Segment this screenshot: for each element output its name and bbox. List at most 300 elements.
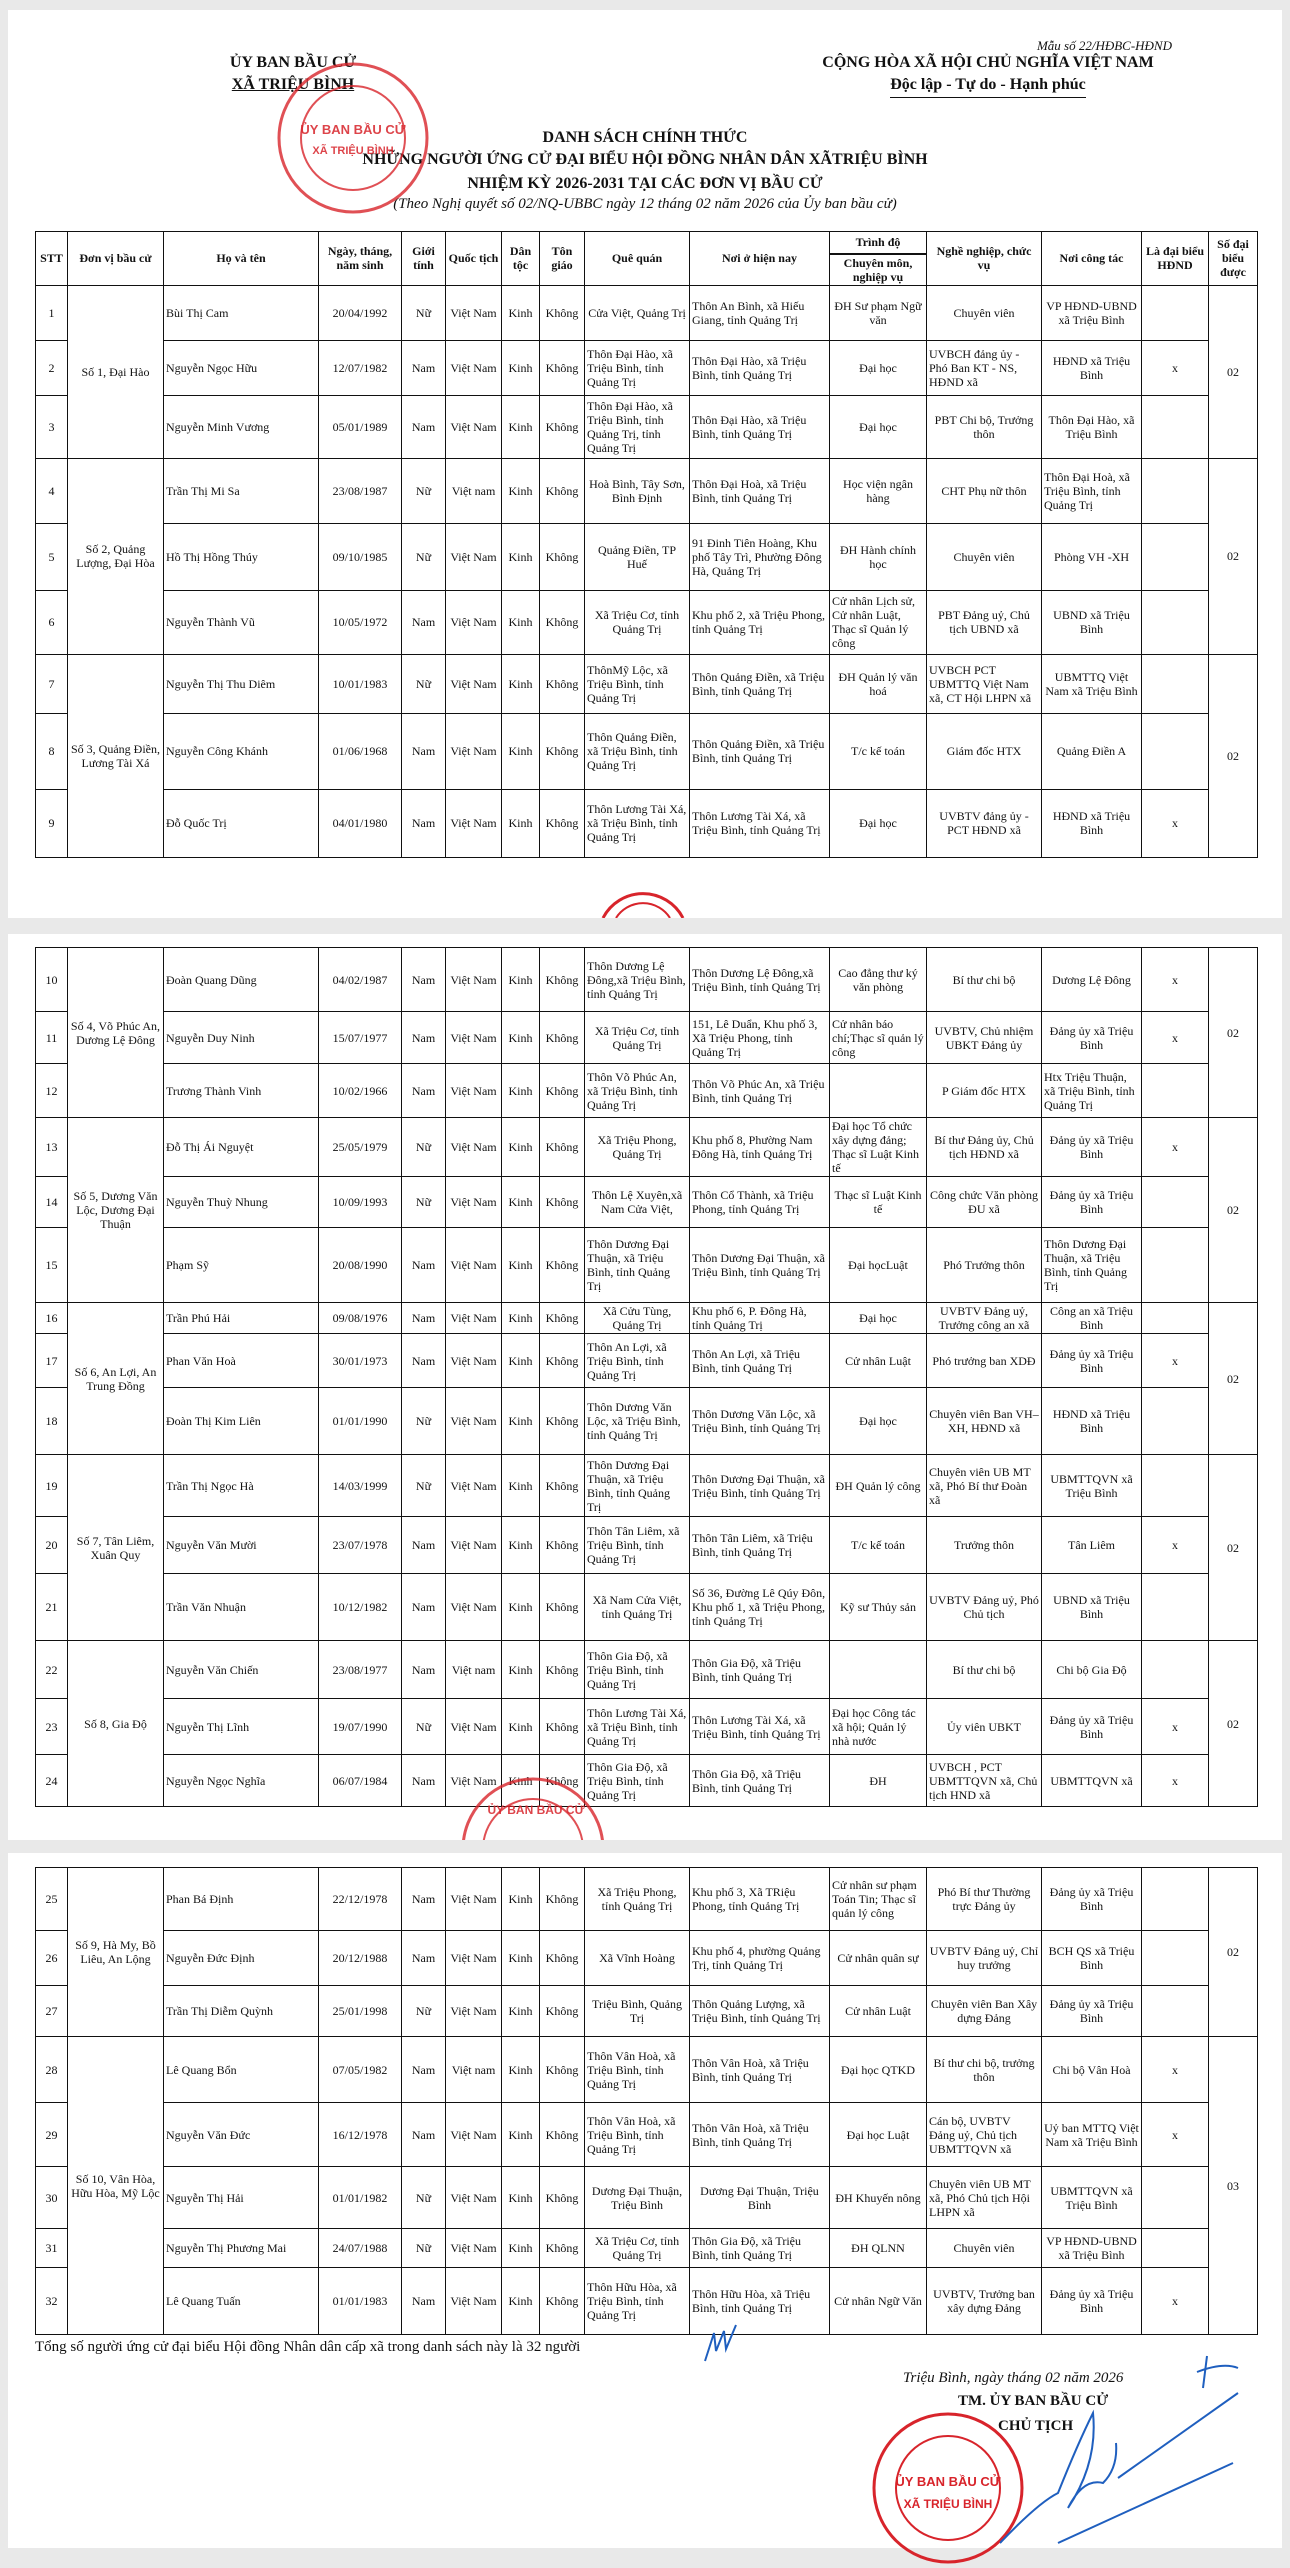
seats-count: 02: [1209, 1641, 1258, 1807]
gender: Nữ: [402, 1986, 446, 2037]
seats-count: 02: [1209, 1455, 1258, 1641]
workplace: Thôn Dương Đại Thuận, xã Triệu Bình, tỉnh Quảng Trị: [1042, 1228, 1142, 1303]
nationality: Việt Nam: [446, 1574, 502, 1641]
electoral-unit: Số 1, Đại Hào: [68, 285, 164, 458]
ethnicity: Kinh: [502, 1699, 540, 1755]
qualification: Đại học: [830, 1388, 927, 1455]
residence: Thôn Dương Đại Thuận, xã Triệu Bình, tỉnh Quảng Trị: [690, 1228, 830, 1303]
residence: 91 Đinh Tiên Hoàng, Khu phố Tây Trì, Phường Đông Hà, Quảng Trị: [690, 523, 830, 590]
ethnicity: Kinh: [502, 1228, 540, 1303]
residence: Thôn Quảng Lượng, xã Triệu Bình, tỉnh Quảng Trị: [690, 1986, 830, 2037]
candidate-name: Lê Quang Tuấn: [164, 2268, 319, 2335]
hdnd-member-mark: [1142, 1228, 1209, 1303]
hometown: ThônMỹ Lộc, xã Triệu Bình, tỉnh Quảng Trị: [585, 654, 690, 713]
candidate-name: Nguyễn Thành Vũ: [164, 590, 319, 654]
document-title-line-2: NHỮNG NGƯỜI ỨNG CỬ ĐẠI BIỂU HỘI ĐỒNG NHÂN DÂN XÃTRIỆU BÌNH: [362, 151, 928, 168]
birth-date: 20/04/1992: [319, 285, 402, 340]
ethnicity: Kinh: [502, 1986, 540, 2037]
nationality: Việt Nam: [446, 1931, 502, 1986]
hometown: Thôn Gia Độ, xã Triệu Bình, tỉnh Quảng Trị: [585, 1641, 690, 1699]
workplace: Htx Triệu Thuận, xã Triệu Bình, tỉnh Quảng Trị: [1042, 1064, 1142, 1118]
candidate-name: Nguyễn Ngọc Hữu: [164, 340, 319, 395]
birth-date: 19/07/1990: [319, 1699, 402, 1755]
stt-cell: 10: [36, 948, 68, 1012]
electoral-unit: Số 3, Quảng Điền, Lương Tài Xá: [68, 654, 164, 857]
occupation-position: Chuyên viên UB MT xã, Phó Chủ tịch Hội LHPN xã: [927, 2167, 1042, 2229]
stt-cell: 30: [36, 2167, 68, 2229]
workplace: VP HĐND-UBND xã Triệu Bình: [1042, 2229, 1142, 2268]
table-row: [36, 1455, 1258, 1517]
residence: Thôn Quảng Điền, xã Triệu Bình, tỉnh Quảng Trị: [690, 713, 830, 789]
official-seal-icon: [273, 58, 433, 218]
stt-cell: 24: [36, 1755, 68, 1807]
document-page-2: [8, 934, 1282, 1840]
residence: Thôn Dương Đại Thuận, xã Triệu Bình, tỉnh Quảng Trị: [690, 1455, 830, 1517]
gender: Nam: [402, 1641, 446, 1699]
qualification: T/c kế toán: [830, 713, 927, 789]
qualification: ĐH Hành chính học: [830, 523, 927, 590]
seats-count: 03: [1209, 2037, 1258, 2335]
occupation-position: PBT Chi bộ, Trưởng thôn: [927, 395, 1042, 458]
nationality: Việt Nam: [446, 789, 502, 857]
occupation-position: Bí thư Đảng ủy, Chủ tịch HĐND xã: [927, 1118, 1042, 1177]
nationality: Việt nam: [446, 1641, 502, 1699]
workplace: Đảng ủy xã Triệu Bình: [1042, 1334, 1142, 1388]
stt-cell: 1: [36, 285, 68, 340]
qualification: Đại học QTKD: [830, 2037, 927, 2103]
column-header-qualification: Chuyên môn, nghiệp vụ: [830, 254, 927, 286]
residence: Thôn Đại Hoà, xã Triệu Bình, tỉnh Quảng Trị: [690, 458, 830, 523]
occupation-position: CHT Phụ nữ thôn: [927, 458, 1042, 523]
birth-date: 23/08/1977: [319, 1641, 402, 1699]
candidate-name: Phạm Sỹ: [164, 1228, 319, 1303]
workplace: Phòng VH -XH: [1042, 523, 1142, 590]
column-header-position: Nghề nghiệp, chức vụ: [927, 232, 1042, 286]
ethnicity: Kinh: [502, 1388, 540, 1455]
hometown: Thôn Dương Đại Thuận, xã Triệu Bình, tỉnh Quảng Trị: [585, 1228, 690, 1303]
hdnd-member-mark: [1142, 285, 1209, 340]
hdnd-member-mark: [1142, 1388, 1209, 1455]
nationality: Việt Nam: [446, 340, 502, 395]
workplace: HĐND xã Triệu Bình: [1042, 1388, 1142, 1455]
residence: Khu phố 4, phường Quảng Trị, tỉnh Quảng Trị: [690, 1931, 830, 1986]
stt-cell: 26: [36, 1931, 68, 1986]
residence: Khu phố 3, Xã TRiệu Phong, tỉnh Quảng Trị: [690, 1868, 830, 1931]
residence: Thôn Vân Hoà, xã Triệu Bình, tỉnh Quảng Trị: [690, 2037, 830, 2103]
candidate-name: Trần Thị Ngọc Hà: [164, 1455, 319, 1517]
table-row: [36, 1699, 1258, 1755]
table-row: [36, 948, 1258, 1012]
workplace: Uỷ ban MTTQ Việt Nam xã Triệu Bình: [1042, 2103, 1142, 2167]
qualification: Cử nhân Luật: [830, 1334, 927, 1388]
birth-date: 01/01/1982: [319, 2167, 402, 2229]
ethnicity: Kinh: [502, 1303, 540, 1334]
birth-date: 16/12/1978: [319, 2103, 402, 2167]
religion: Không: [540, 1641, 585, 1699]
hdnd-member-mark: [1142, 1574, 1209, 1641]
stt-cell: 29: [36, 2103, 68, 2167]
gender: Nam: [402, 789, 446, 857]
table-row: [36, 1574, 1258, 1641]
candidates-table: [35, 947, 1258, 1807]
table-row: [36, 713, 1258, 789]
gender: Nữ: [402, 458, 446, 523]
occupation-position: Phó Trưởng thôn: [927, 1228, 1042, 1303]
seats-count: 02: [1209, 1118, 1258, 1303]
qualification: ĐH Quản lý công: [830, 1455, 927, 1517]
workplace: Quảng Điền A: [1042, 713, 1142, 789]
religion: Không: [540, 1064, 585, 1118]
ethnicity: Kinh: [502, 2103, 540, 2167]
residence: Thôn Dương Văn Lộc, xã Triệu Bình, tỉnh Quảng Trị: [690, 1388, 830, 1455]
hometown: Xã Triệu Cơ, tỉnh Quảng Trị: [585, 2229, 690, 2268]
ethnicity: Kinh: [502, 285, 540, 340]
seats-count: 02: [1209, 285, 1258, 458]
ethnicity: Kinh: [502, 1334, 540, 1388]
birth-date: 10/05/1972: [319, 590, 402, 654]
birth-date: 10/12/1982: [319, 1574, 402, 1641]
ethnicity: Kinh: [502, 523, 540, 590]
gender: Nam: [402, 1334, 446, 1388]
seats-count: 02: [1209, 1868, 1258, 2037]
candidate-name: Bùi Thị Cam: [164, 285, 319, 340]
hometown: Triệu Bình, Quảng Trị: [585, 1986, 690, 2037]
hometown: Thôn Vân Hoà, xã Triệu Bình, tỉnh Quảng Trị: [585, 2037, 690, 2103]
column-header-workplace: Nơi công tác: [1042, 232, 1142, 286]
hometown: Thôn Lương Tài Xá, xã Triệu Bình, tỉnh Quảng Trị: [585, 789, 690, 857]
gender: Nữ: [402, 2229, 446, 2268]
ethnicity: Kinh: [502, 948, 540, 1012]
stt-cell: 14: [36, 1177, 68, 1228]
birth-date: 12/07/1982: [319, 340, 402, 395]
signing-date: Triệu Bình, ngày tháng 02 năm 2026: [903, 2370, 1124, 2386]
hometown: Thôn Lương Tài Xá, xã Triệu Bình, tỉnh Quảng Trị: [585, 1699, 690, 1755]
nationality: Việt Nam: [446, 1517, 502, 1574]
ethnicity: Kinh: [502, 1517, 540, 1574]
qualification: Đại học: [830, 340, 927, 395]
ethnicity: Kinh: [502, 1868, 540, 1931]
birth-date: 04/01/1980: [319, 789, 402, 857]
nationality: Việt Nam: [446, 948, 502, 1012]
electoral-unit: Số 9, Hà My, Bồ Liêu, An Lộng: [68, 1868, 164, 2037]
gender: Nữ: [402, 1118, 446, 1177]
birth-date: 23/08/1987: [319, 458, 402, 523]
document-title-line-3: NHIỆM KỲ 2026-2031 TẠI CÁC ĐƠN VỊ BẦU CỬ: [467, 175, 823, 192]
nationality: Việt Nam: [446, 395, 502, 458]
candidate-name: Trương Thành Vinh: [164, 1064, 319, 1118]
religion: Không: [540, 1388, 585, 1455]
nationality: Việt Nam: [446, 523, 502, 590]
workplace: Công an xã Triệu Bình: [1042, 1303, 1142, 1334]
gender: Nam: [402, 1574, 446, 1641]
seal-fragment-icon: [598, 878, 688, 918]
candidates-table: [35, 1867, 1258, 2335]
stt-cell: 13: [36, 1118, 68, 1177]
gender: Nữ: [402, 1388, 446, 1455]
ethnicity: Kinh: [502, 1755, 540, 1807]
svg-text:XÃ TRIỆU BÌNH: XÃ TRIỆU BÌNH: [312, 145, 394, 157]
birth-date: 07/05/1982: [319, 2037, 402, 2103]
candidates-table: [35, 231, 1258, 858]
hdnd-member-mark: x: [1142, 2103, 1209, 2167]
workplace: Đảng ủy xã Triệu Bình: [1042, 1986, 1142, 2037]
candidate-name: Nguyễn Văn Mười: [164, 1517, 319, 1574]
candidate-name: Đỗ Thị Ái Nguyệt: [164, 1118, 319, 1177]
stt-cell: 20: [36, 1517, 68, 1574]
workplace: Đảng ủy xã Triệu Bình: [1042, 1868, 1142, 1931]
candidate-name: Hồ Thị Hồng Thúy: [164, 523, 319, 590]
ethnicity: Kinh: [502, 1177, 540, 1228]
occupation-position: Ủy viên UBKT: [927, 1699, 1042, 1755]
hdnd-member-mark: [1142, 1868, 1209, 1931]
birth-date: 15/07/1977: [319, 1012, 402, 1064]
gender: Nữ: [402, 285, 446, 340]
stt-cell: 31: [36, 2229, 68, 2268]
religion: Không: [540, 458, 585, 523]
residence: Thôn Cổ Thành, xã Triệu Phong, tỉnh Quảng Trị: [690, 1177, 830, 1228]
religion: Không: [540, 1986, 585, 2037]
ethnicity: Kinh: [502, 458, 540, 523]
nationality: Việt Nam: [446, 2167, 502, 2229]
stt-cell: 18: [36, 1388, 68, 1455]
stt-cell: 4: [36, 458, 68, 523]
table-row: [36, 1303, 1258, 1334]
nationality: Việt Nam: [446, 1303, 502, 1334]
nationality: Việt Nam: [446, 1868, 502, 1931]
hometown: Dương Đại Thuận, Triệu Bình: [585, 2167, 690, 2229]
workplace: Đảng ủy xã Triệu Bình: [1042, 1177, 1142, 1228]
qualification: Học viện ngân hàng: [830, 458, 927, 523]
gender: Nữ: [402, 2167, 446, 2229]
birth-date: 01/06/1968: [319, 713, 402, 789]
qualification: Cử nhân Lịch sử, Cử nhân Luật, Thạc sĩ Quản lý công: [830, 590, 927, 654]
candidate-name: Trần Phú Hải: [164, 1303, 319, 1334]
occupation-position: Phó Bí thư Thường trực Đảng ủy: [927, 1868, 1042, 1931]
ethnicity: Kinh: [502, 340, 540, 395]
workplace: Chi bộ Gia Độ: [1042, 1641, 1142, 1699]
seats-count: 02: [1209, 948, 1258, 1118]
table-row: [36, 2037, 1258, 2103]
hdnd-member-mark: x: [1142, 1334, 1209, 1388]
religion: Không: [540, 1012, 585, 1064]
ethnicity: Kinh: [502, 1064, 540, 1118]
residence: Khu phố 6, P. Đông Hà, tỉnh Quảng Trị: [690, 1303, 830, 1334]
religion: Không: [540, 1334, 585, 1388]
candidate-name: Nguyễn Minh Vương: [164, 395, 319, 458]
table-row: [36, 2268, 1258, 2335]
gender: Nữ: [402, 1699, 446, 1755]
workplace: BCH QS xã Triệu Bình: [1042, 1931, 1142, 1986]
residence: Thôn Dương Lệ Đông,xã Triệu Bình, tỉnh Quảng Trị: [690, 948, 830, 1012]
religion: Không: [540, 948, 585, 1012]
hdnd-member-mark: [1142, 2229, 1209, 2268]
birth-date: 20/12/1988: [319, 1931, 402, 1986]
residence: 151, Lê Duẩn, Khu phố 3, Xã Triệu Phong, tỉnh Quảng Trị: [690, 1012, 830, 1064]
document-page-3: [8, 1853, 1282, 2548]
stt-cell: 5: [36, 523, 68, 590]
religion: Không: [540, 340, 585, 395]
table-row: [36, 523, 1258, 590]
hometown: Thôn An Lợi, xã Triệu Bình, tỉnh Quảng Trị: [585, 1334, 690, 1388]
nationality: Việt Nam: [446, 1228, 502, 1303]
gender: Nam: [402, 2103, 446, 2167]
qualification: Cử nhân quân sự: [830, 1931, 927, 1986]
ethnicity: Kinh: [502, 1455, 540, 1517]
gender: Nam: [402, 948, 446, 1012]
residence: Thôn Đại Hào, xã Triệu Bình, tỉnh Quảng Trị: [690, 395, 830, 458]
nationality: Việt Nam: [446, 1334, 502, 1388]
candidate-name: Phan Bá Định: [164, 1868, 319, 1931]
stt-cell: 8: [36, 713, 68, 789]
candidate-name: Nguyễn Duy Ninh: [164, 1012, 319, 1064]
residence: Thôn Hữu Hòa, xã Triệu Bình, tỉnh Quảng Trị: [690, 2268, 830, 2335]
birth-date: 05/01/1989: [319, 395, 402, 458]
column-header-is_hdnd: Là đại biểu HĐND: [1142, 232, 1209, 286]
nationality: Việt Nam: [446, 1986, 502, 2037]
residence: Số 36, Đường Lê Qúy Đôn, Khu phố 1, xã Triệu Phong, tỉnh Quảng Trị: [690, 1574, 830, 1641]
column-header-dob: Ngày, tháng, năm sinh: [319, 232, 402, 286]
column-header-residence: Nơi ở hiện nay: [690, 232, 830, 286]
gender: Nữ: [402, 1455, 446, 1517]
residence: Thôn Quảng Điền, xã Triệu Bình, tỉnh Quảng Trị: [690, 654, 830, 713]
religion: Không: [540, 713, 585, 789]
birth-date: 10/01/1983: [319, 654, 402, 713]
electoral-unit: Số 2, Quảng Lượng, Đại Hòa: [68, 458, 164, 654]
table-row: [36, 1931, 1258, 1986]
seal-fragment-icon: [458, 1774, 608, 1840]
ethnicity: Kinh: [502, 713, 540, 789]
ethnicity: Kinh: [502, 1931, 540, 1986]
hdnd-member-mark: x: [1142, 340, 1209, 395]
stt-cell: 28: [36, 2037, 68, 2103]
hometown: Thôn Dương Văn Lộc, xã Triệu Bình, tỉnh Quảng Trị: [585, 1388, 690, 1455]
national-motto: Độc lập - Tự do - Hạnh phúc: [890, 74, 1086, 98]
electoral-unit: Số 6, An Lợi, An Trung Đồng: [68, 1303, 164, 1455]
occupation-position: UVBTV, Trưởng ban xây dựng Đảng: [927, 2268, 1042, 2335]
hometown: Thôn Vân Hoà, xã Triệu Bình, tỉnh Quảng Trị: [585, 2103, 690, 2167]
qualification: [830, 1641, 927, 1699]
birth-date: 14/03/1999: [319, 1455, 402, 1517]
hdnd-member-mark: [1142, 395, 1209, 458]
occupation-position: UVBCH PCT UBMTTQ Việt Nam xã, CT Hội LHPN xã: [927, 654, 1042, 713]
nationality: Việt Nam: [446, 1012, 502, 1064]
workplace: UBMTTQVN xã Triệu Bình: [1042, 1455, 1142, 1517]
gender: Nam: [402, 713, 446, 789]
workplace: Dương Lệ Đông: [1042, 948, 1142, 1012]
nationality: Việt Nam: [446, 1118, 502, 1177]
occupation-position: Bí thư chi bộ: [927, 1641, 1042, 1699]
gender: Nam: [402, 1517, 446, 1574]
ethnicity: Kinh: [502, 1641, 540, 1699]
hometown: Xã Triệu Cơ, tỉnh Quảng Trị: [585, 590, 690, 654]
occupation-position: Trưởng thôn: [927, 1517, 1042, 1574]
electoral-unit: Số 5, Dương Văn Lộc, Dương Đại Thuận: [68, 1118, 164, 1303]
table-row: [36, 1228, 1258, 1303]
table-row: [36, 1118, 1258, 1177]
candidate-name: Nguyễn Thị Hải: [164, 2167, 319, 2229]
stt-cell: 3: [36, 395, 68, 458]
hdnd-member-mark: x: [1142, 2037, 1209, 2103]
gender: Nam: [402, 340, 446, 395]
occupation-position: UVBCH đảng ủy - Phó Ban KT - NS, HĐND xã: [927, 340, 1042, 395]
column-header-seats: Số đại biểu được: [1209, 232, 1258, 286]
table-row: [36, 1517, 1258, 1574]
candidate-name: Lê Quang Bổn: [164, 2037, 319, 2103]
electoral-unit: Số 4, Võ Phúc An, Dương Lệ Đông: [68, 948, 164, 1118]
hometown: Thôn Dương Đại Thuận, xã Triệu Bình, tỉnh Quảng Trị: [585, 1455, 690, 1517]
occupation-position: P Giám đốc HTX: [927, 1064, 1042, 1118]
birth-date: 23/07/1978: [319, 1517, 402, 1574]
nationality: Việt nam: [446, 458, 502, 523]
religion: Không: [540, 1755, 585, 1807]
candidate-name: Đỗ Quốc Trị: [164, 789, 319, 857]
residence: Thôn Gia Độ, xã Triệu Bình, tỉnh Quảng Trị: [690, 2229, 830, 2268]
hometown: Xã Cửu Tùng, Quảng Trị: [585, 1303, 690, 1334]
hometown: Cửa Việt, Quảng Trị: [585, 285, 690, 340]
workplace: UBMTTQ Việt Nam xã Triệu Bình: [1042, 654, 1142, 713]
qualification: Cử nhân Luật: [830, 1986, 927, 2037]
religion: Không: [540, 1455, 585, 1517]
candidate-name: Nguyễn Thị Phương Mai: [164, 2229, 319, 2268]
religion: Không: [540, 395, 585, 458]
gender: Nam: [402, 395, 446, 458]
occupation-position: UVBTV Đảng uỷ, Phó Chủ tịch: [927, 1574, 1042, 1641]
gender: Nữ: [402, 654, 446, 713]
birth-date: 06/07/1984: [319, 1755, 402, 1807]
occupation-position: Chuyên viên: [927, 523, 1042, 590]
table-row: [36, 1064, 1258, 1118]
column-header-ethnicity: Dân tộc: [502, 232, 540, 286]
svg-text:ỦY BAN BẦU CỬ: ỦY BAN BẦU CỬ: [300, 122, 406, 137]
occupation-position: UVBTV Đảng uỷ, Trưởng công an xã: [927, 1303, 1042, 1334]
religion: Không: [540, 285, 585, 340]
hdnd-member-mark: x: [1142, 789, 1209, 857]
birth-date: 01/01/1983: [319, 2268, 402, 2335]
birth-date: 09/08/1976: [319, 1303, 402, 1334]
occupation-position: Chuyên viên Ban Xây dựng Đảng: [927, 1986, 1042, 2037]
nationality: Việt nam: [446, 2037, 502, 2103]
stt-cell: 22: [36, 1641, 68, 1699]
table-row: [36, 285, 1258, 340]
qualification: Kỹ sư Thủy sản: [830, 1574, 927, 1641]
occupation-position: Chuyên viên Ban VH–XH, HĐND xã: [927, 1388, 1042, 1455]
religion: Không: [540, 1228, 585, 1303]
occupation-position: UVBTV Đảng uỷ, Chỉ huy trưởng: [927, 1931, 1042, 1986]
stt-cell: 16: [36, 1303, 68, 1334]
religion: Không: [540, 1699, 585, 1755]
birth-date: 09/10/1985: [319, 523, 402, 590]
occupation-position: Phó trưởng ban XDĐ: [927, 1334, 1042, 1388]
residence: Thôn Đại Hào, xã Triệu Bình, tỉnh Quảng Trị: [690, 340, 830, 395]
column-header-level: Trình độ: [830, 232, 927, 254]
workplace: Chi bộ Vân Hoà: [1042, 2037, 1142, 2103]
stt-cell: 2: [36, 340, 68, 395]
column-header-unit: Đơn vị bầu cử: [68, 232, 164, 286]
birth-date: 25/01/1998: [319, 1986, 402, 2037]
hometown: Xã Vĩnh Hoàng: [585, 1931, 690, 1986]
hometown: Thôn Quảng Điền, xã Triệu Bình, tỉnh Quảng Trị: [585, 713, 690, 789]
ethnicity: Kinh: [502, 789, 540, 857]
electoral-unit: Số 8, Gia Độ: [68, 1641, 164, 1807]
gender: Nam: [402, 2037, 446, 2103]
religion: Không: [540, 1574, 585, 1641]
candidate-name: Nguyễn Văn Chiến: [164, 1641, 319, 1699]
religion: Không: [540, 2229, 585, 2268]
hdnd-member-mark: x: [1142, 948, 1209, 1012]
seats-count: 02: [1209, 1303, 1258, 1455]
qualification: Cao đẳng thư ký văn phòng: [830, 948, 927, 1012]
hdnd-member-mark: [1142, 1986, 1209, 2037]
